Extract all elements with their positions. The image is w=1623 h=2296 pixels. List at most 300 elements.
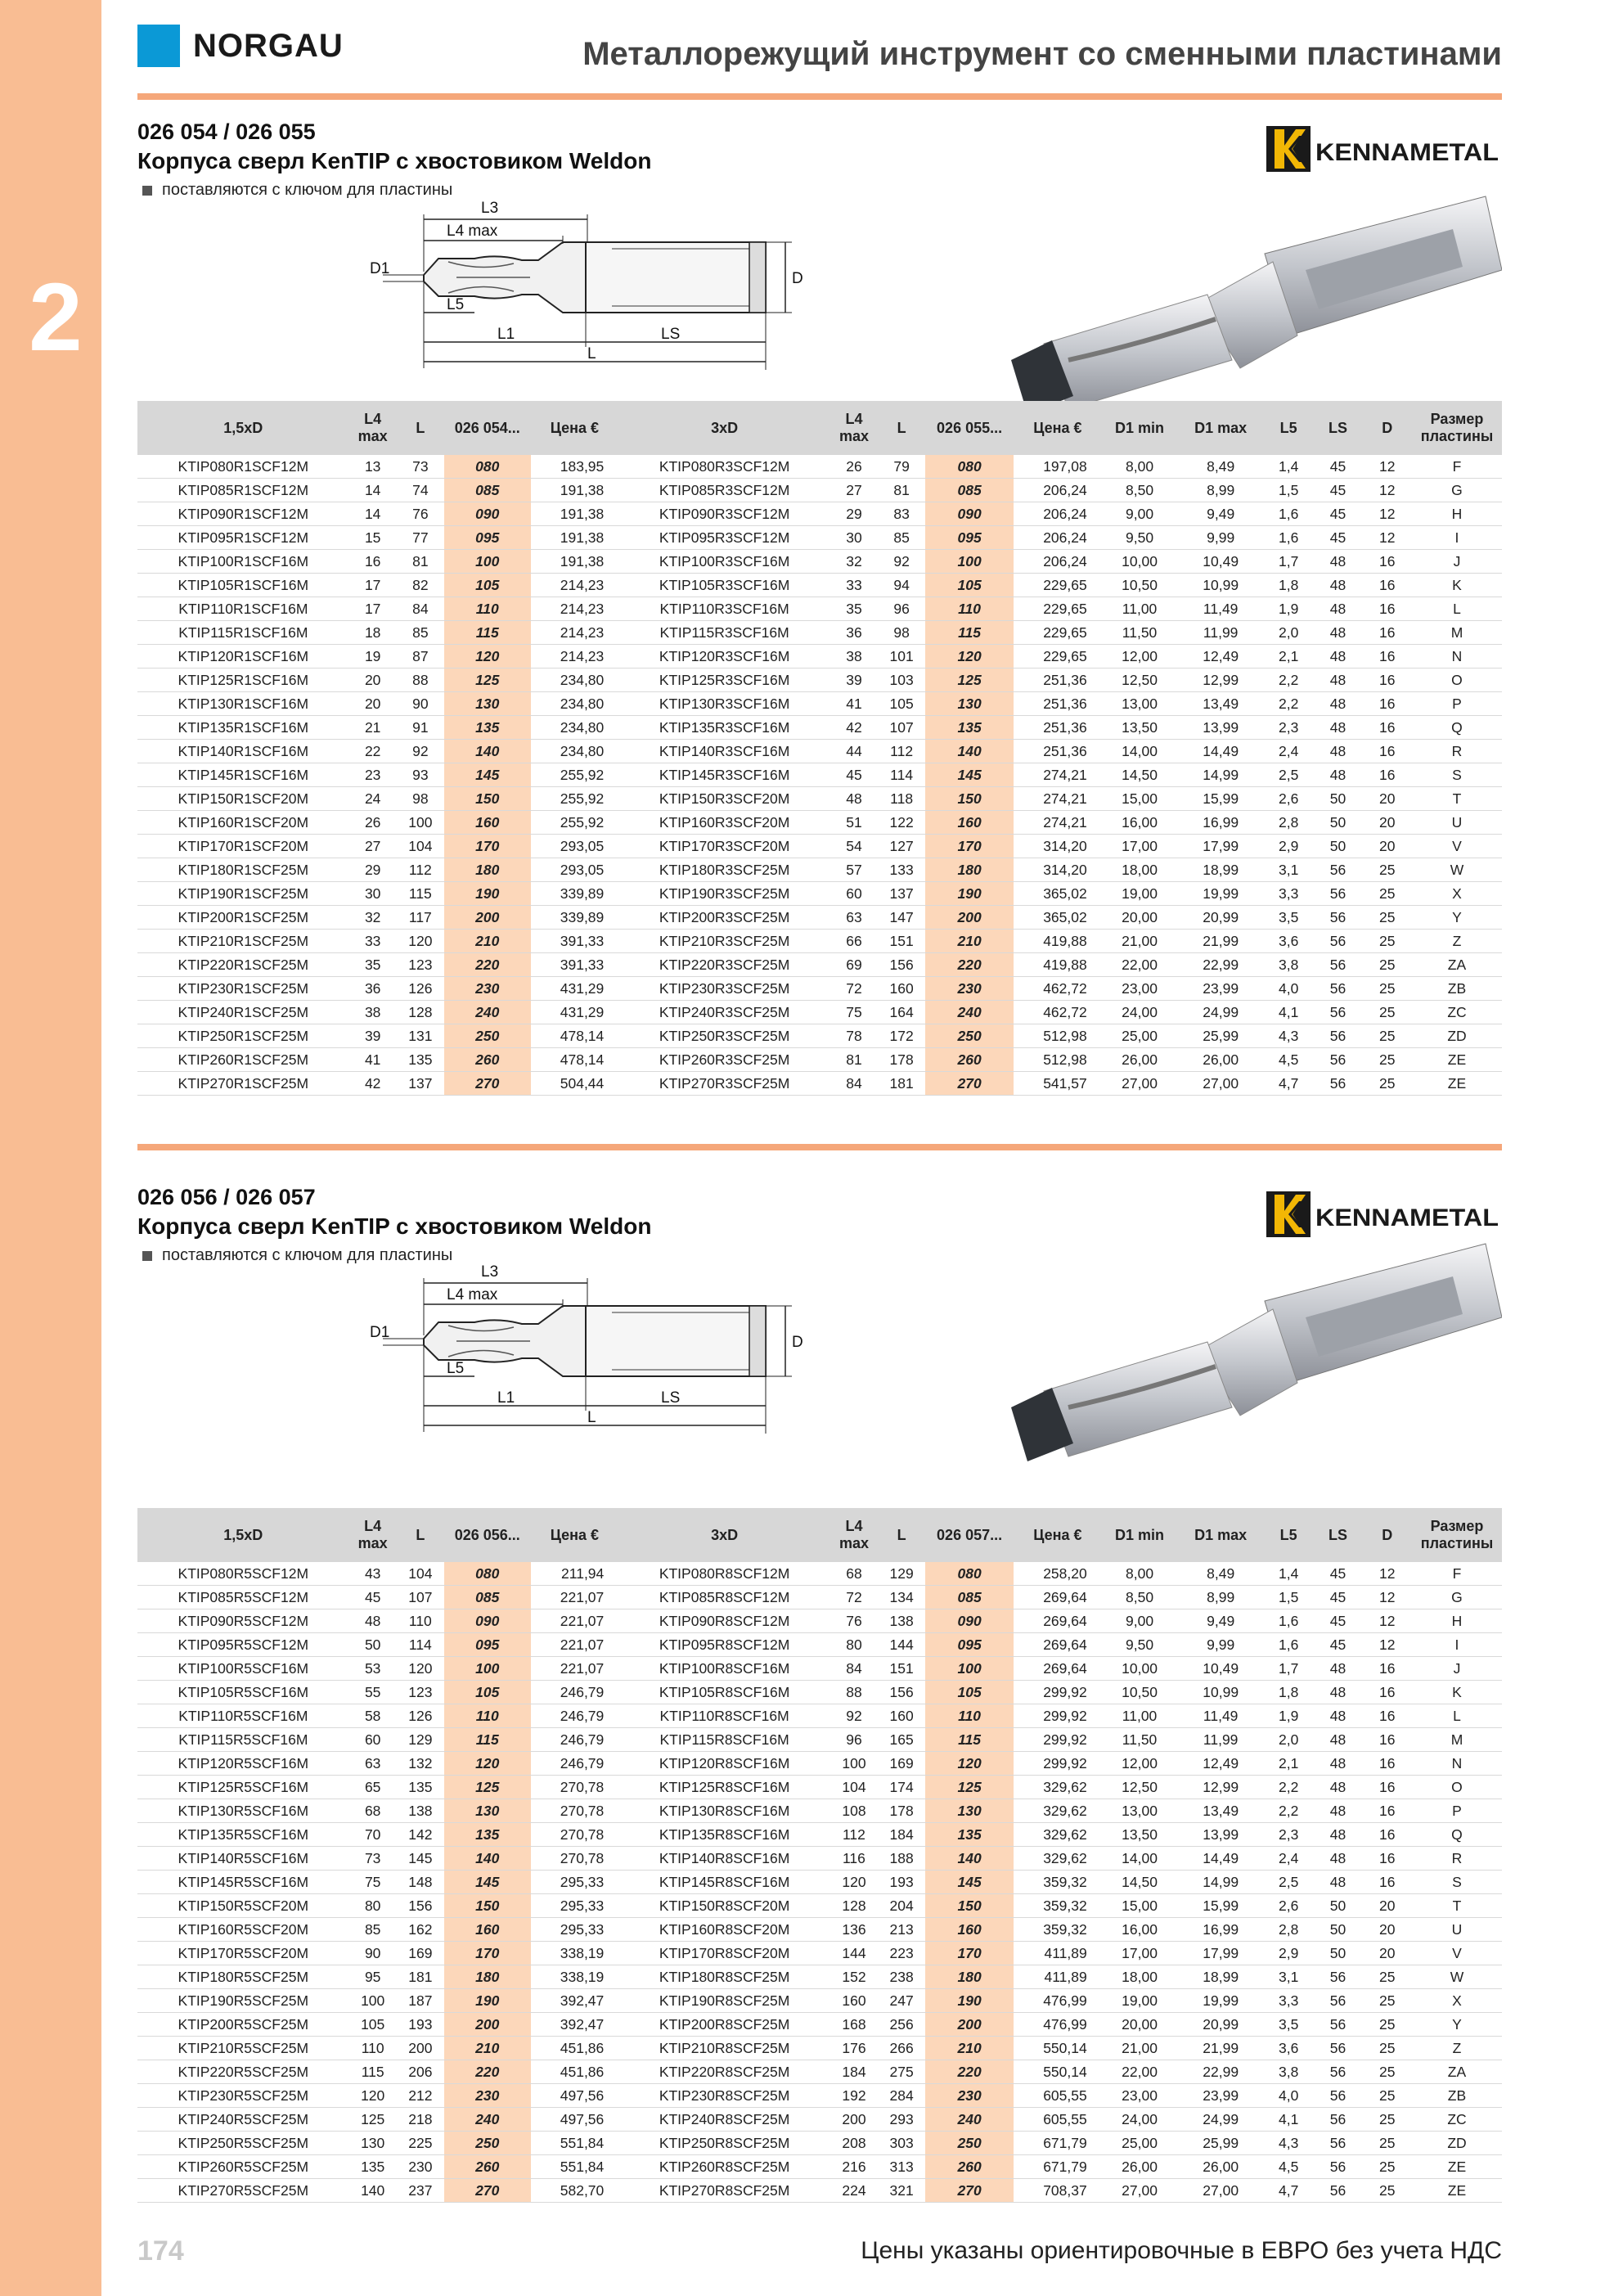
table-cell: 170 — [444, 835, 531, 858]
table-cell: Z — [1412, 930, 1502, 953]
table-cell: KTIP090R5SCF12M — [137, 1609, 349, 1633]
table-cell: KTIP160R3SCF20M — [618, 811, 830, 835]
table-cell: 25 — [1363, 2060, 1412, 2084]
table-cell: I — [1412, 526, 1502, 550]
table-cell: 221,07 — [531, 1609, 619, 1633]
table-cell: 220 — [925, 2060, 1014, 2084]
table-row — [137, 2179, 1502, 2203]
table-cell: 206,24 — [1014, 526, 1102, 550]
table-cell: 130 — [349, 2132, 397, 2155]
table-cell: 107 — [397, 1586, 444, 1609]
table-cell: 197,08 — [1014, 455, 1102, 479]
table-cell: 63 — [830, 906, 878, 930]
label-d1: D1 — [370, 260, 390, 277]
table-cell: KTIP250R3SCF25M — [618, 1024, 830, 1048]
bullet-icon — [142, 186, 152, 196]
table-cell: 13,00 — [1102, 692, 1178, 716]
table-cell: 112 — [830, 1823, 878, 1847]
table-cell: 216 — [830, 2155, 878, 2179]
table-cell: 30 — [349, 882, 397, 906]
table-row — [137, 1989, 1502, 2013]
label-l4max: L4 max — [447, 223, 498, 240]
table-cell: 150 — [444, 1894, 531, 1918]
table-cell: KTIP260R5SCF25M — [137, 2155, 349, 2179]
table-cell: T — [1412, 1894, 1502, 1918]
table-cell: 339,89 — [531, 906, 619, 930]
table-cell: 56 — [1313, 1048, 1362, 1072]
table-cell: W — [1412, 858, 1502, 882]
table-cell: 210 — [444, 930, 531, 953]
table-cell: KTIP270R8SCF25M — [618, 2179, 830, 2203]
table-cell: 13,49 — [1177, 692, 1264, 716]
table-cell: 15,00 — [1102, 1894, 1178, 1918]
table-cell: 105 — [878, 692, 925, 716]
table-cell: 114 — [397, 1633, 444, 1657]
table-cell: 105 — [444, 574, 531, 597]
table-cell: 251,36 — [1014, 692, 1102, 716]
table-cell: 56 — [1313, 882, 1362, 906]
table-row — [137, 479, 1502, 502]
table-cell: 206,24 — [1014, 502, 1102, 526]
table-cell: 16 — [1363, 1728, 1412, 1752]
table-cell: 29 — [349, 858, 397, 882]
table-cell: 25 — [1363, 1001, 1412, 1024]
column-header: Цена € — [1014, 401, 1102, 455]
table-cell: 92 — [830, 1704, 878, 1728]
table-cell: 123 — [397, 1681, 444, 1704]
table-cell: 246,79 — [531, 1681, 619, 1704]
table-cell: 25,99 — [1177, 1024, 1264, 1048]
table-cell: 13,00 — [1102, 1799, 1178, 1823]
table-cell: 210 — [444, 2037, 531, 2060]
table-cell: Q — [1412, 716, 1502, 740]
table-cell: 22,00 — [1102, 2060, 1178, 2084]
table-cell: 126 — [397, 977, 444, 1001]
table-cell: 2,5 — [1264, 1871, 1313, 1894]
table-row — [137, 597, 1502, 621]
table-cell: 19,99 — [1177, 882, 1264, 906]
dimension-drawing — [366, 190, 964, 370]
table-cell: KTIP160R1SCF20M — [137, 811, 349, 835]
table-cell: 2,9 — [1264, 1942, 1313, 1965]
table-cell: 39 — [830, 669, 878, 692]
table-cell: 16 — [1363, 1823, 1412, 1847]
table-cell: KTIP180R8SCF25M — [618, 1965, 830, 1989]
table-cell: 56 — [1313, 2179, 1362, 2203]
table-cell: 48 — [1313, 1847, 1362, 1871]
table-cell: 211,94 — [531, 1562, 619, 1586]
table-cell: 72 — [830, 1586, 878, 1609]
table-row — [137, 2084, 1502, 2108]
table-cell: 1,9 — [1264, 597, 1313, 621]
table-cell: 48 — [1313, 645, 1362, 669]
table-cell: 25 — [1363, 1072, 1412, 1096]
table-cell: 512,98 — [1014, 1048, 1102, 1072]
table-cell: 605,55 — [1014, 2084, 1102, 2108]
table-cell: 095 — [444, 526, 531, 550]
table-cell: 145 — [925, 763, 1014, 787]
table-cell: 77 — [397, 526, 444, 550]
table-cell: 23,00 — [1102, 977, 1178, 1001]
table-cell: 14,50 — [1102, 1871, 1178, 1894]
table-cell: 16 — [1363, 692, 1412, 716]
table-cell: KTIP090R1SCF12M — [137, 502, 349, 526]
table-cell: 25 — [1363, 858, 1412, 882]
table-cell: 105 — [444, 1681, 531, 1704]
table-cell: 137 — [397, 1072, 444, 1096]
table-row — [137, 2013, 1502, 2037]
table-cell: 18,99 — [1177, 1965, 1264, 1989]
table-cell: KTIP180R1SCF25M — [137, 858, 349, 882]
table-cell: 123 — [397, 953, 444, 977]
table-cell: 14 — [349, 479, 397, 502]
table-cell: ZE — [1412, 1048, 1502, 1072]
table-cell: 269,64 — [1014, 1657, 1102, 1681]
table-row — [137, 811, 1502, 835]
table-cell: 85 — [878, 526, 925, 550]
table-cell: K — [1412, 1681, 1502, 1704]
table-cell: 48 — [1313, 550, 1362, 574]
table-cell: 56 — [1313, 2037, 1362, 2060]
table-cell: 128 — [830, 1894, 878, 1918]
table-cell: 8,49 — [1177, 1562, 1264, 1586]
table-cell: 16 — [1363, 550, 1412, 574]
table-cell: 20 — [1363, 787, 1412, 811]
table-cell: KTIP230R1SCF25M — [137, 977, 349, 1001]
table-cell: 120 — [444, 645, 531, 669]
table-cell: 221,07 — [531, 1657, 619, 1681]
table-cell: 181 — [397, 1965, 444, 1989]
table-cell: 118 — [878, 787, 925, 811]
table-row — [137, 1681, 1502, 1704]
table-cell: 16 — [1363, 740, 1412, 763]
table-cell: 76 — [830, 1609, 878, 1633]
table-cell: 451,86 — [531, 2037, 619, 2060]
table-cell: 210 — [925, 2037, 1014, 2060]
brand-text: KENNAMETAL — [1315, 139, 1499, 166]
table-cell: R — [1412, 1847, 1502, 1871]
table-row — [137, 835, 1502, 858]
table-cell: KTIP200R8SCF25M — [618, 2013, 830, 2037]
table-cell: 115 — [349, 2060, 397, 2084]
table-cell: 73 — [349, 1847, 397, 1871]
table-cell: KTIP115R3SCF16M — [618, 621, 830, 645]
table-cell: 303 — [878, 2132, 925, 2155]
table-cell: 100 — [444, 1657, 531, 1681]
table-cell: 16 — [1363, 1776, 1412, 1799]
column-header: 026 054... — [444, 401, 531, 455]
column-header: Размер пластины — [1412, 401, 1502, 455]
table-cell: 45 — [349, 1586, 397, 1609]
table-cell: 229,65 — [1014, 597, 1102, 621]
table-cell: 156 — [878, 953, 925, 977]
table-cell: 48 — [1313, 692, 1362, 716]
table-cell: 16 — [1363, 574, 1412, 597]
table-cell: 100 — [925, 1657, 1014, 1681]
table-cell: 085 — [444, 1586, 531, 1609]
table-cell: 110 — [925, 597, 1014, 621]
table-cell: 151 — [878, 1657, 925, 1681]
table-cell: 129 — [397, 1728, 444, 1752]
table-cell: 130 — [444, 692, 531, 716]
table-cell: 359,32 — [1014, 1894, 1102, 1918]
table-cell: KTIP105R5SCF16M — [137, 1681, 349, 1704]
table-cell: KTIP145R5SCF16M — [137, 1871, 349, 1894]
table-cell: L — [1412, 1704, 1502, 1728]
table-row — [137, 1799, 1502, 1823]
table-cell: 135 — [444, 716, 531, 740]
table-cell: 605,55 — [1014, 2108, 1102, 2132]
table-cell: 129 — [878, 1562, 925, 1586]
table-cell: 22,00 — [1102, 953, 1178, 977]
table-cell: 15,99 — [1177, 1894, 1264, 1918]
table-cell: 299,92 — [1014, 1728, 1102, 1752]
table-cell: 214,23 — [531, 645, 619, 669]
table-cell: 48 — [1313, 1799, 1362, 1823]
table-cell: 25,00 — [1102, 2132, 1178, 2155]
table-cell: 1,4 — [1264, 455, 1313, 479]
table-cell: 56 — [1313, 2155, 1362, 2179]
table-cell: 20 — [349, 692, 397, 716]
table-cell: 1,7 — [1264, 1657, 1313, 1681]
table-cell: 478,14 — [531, 1024, 619, 1048]
column-header: Цена € — [531, 401, 619, 455]
table-cell: 12 — [1363, 1586, 1412, 1609]
table-cell: 16 — [1363, 1681, 1412, 1704]
table-cell: 411,89 — [1014, 1942, 1102, 1965]
table-cell: 419,88 — [1014, 953, 1102, 977]
table-cell: 14,99 — [1177, 1871, 1264, 1894]
table-cell: 11,49 — [1177, 597, 1264, 621]
table-cell: 132 — [397, 1752, 444, 1776]
table-cell: 12,50 — [1102, 669, 1178, 692]
table-cell: 10,49 — [1177, 550, 1264, 574]
label-l4max: L4 max — [447, 1286, 498, 1303]
table-cell: 125 — [444, 1776, 531, 1799]
table-cell: 90 — [349, 1942, 397, 1965]
table-cell: KTIP170R5SCF20M — [137, 1942, 349, 1965]
table-cell: 42 — [349, 1072, 397, 1096]
table-cell: 497,56 — [531, 2108, 619, 2132]
table-cell: 148 — [397, 1871, 444, 1894]
table-row — [137, 1965, 1502, 1989]
table-cell: 206,24 — [1014, 550, 1102, 574]
table-row — [137, 550, 1502, 574]
table-cell: 17 — [349, 574, 397, 597]
table-cell: KTIP150R1SCF20M — [137, 787, 349, 811]
table-cell: 20 — [1363, 1942, 1412, 1965]
table-cell: 51 — [830, 811, 878, 835]
page-title: Металлорежущий инструмент со сменными пластинами — [582, 36, 1502, 72]
column-header: L — [878, 1508, 925, 1562]
table-cell: 142 — [397, 1823, 444, 1847]
table-cell: 48 — [1313, 1728, 1362, 1752]
table-cell: 9,00 — [1102, 502, 1178, 526]
table-cell: KTIP125R1SCF16M — [137, 669, 349, 692]
table-cell: 15,99 — [1177, 787, 1264, 811]
table-cell: 45 — [1313, 1562, 1362, 1586]
table-cell: 58 — [349, 1704, 397, 1728]
table-cell: 45 — [830, 763, 878, 787]
table-cell: 14,49 — [1177, 740, 1264, 763]
table-cell: 72 — [830, 977, 878, 1001]
table-cell: 13,99 — [1177, 1823, 1264, 1847]
column-header: L4 max — [830, 1508, 878, 1562]
table-cell: KTIP190R3SCF25M — [618, 882, 830, 906]
table-cell: 090 — [925, 502, 1014, 526]
label-ls: LS — [661, 326, 681, 343]
table-cell: R — [1412, 740, 1502, 763]
table-cell: 095 — [925, 1633, 1014, 1657]
table-cell: 23,00 — [1102, 2084, 1178, 2108]
table-cell: 671,79 — [1014, 2155, 1102, 2179]
table-cell: 63 — [349, 1752, 397, 1776]
table-cell: 48 — [1313, 669, 1362, 692]
table-cell: 191,38 — [531, 526, 619, 550]
table-cell: 120 — [925, 645, 1014, 669]
table-cell: 18,99 — [1177, 858, 1264, 882]
table-cell: 208 — [830, 2132, 878, 2155]
table-cell: 66 — [830, 930, 878, 953]
table-cell: 81 — [397, 550, 444, 574]
kennametal-logo — [1266, 124, 1502, 173]
table-cell: 708,37 — [1014, 2179, 1102, 2203]
table-cell: 27,00 — [1177, 2179, 1264, 2203]
table-cell: 16 — [1363, 621, 1412, 645]
table-cell: KTIP270R1SCF25M — [137, 1072, 349, 1096]
column-header: L4 max — [830, 401, 878, 455]
table-cell: 206 — [397, 2060, 444, 2084]
table-cell: KTIP170R8SCF20M — [618, 1942, 830, 1965]
table-cell: 2,0 — [1264, 621, 1313, 645]
table-cell: ZB — [1412, 977, 1502, 1001]
table-cell: KTIP100R3SCF16M — [618, 550, 830, 574]
table-cell: 127 — [878, 835, 925, 858]
table-cell: 170 — [925, 1942, 1014, 1965]
table-cell: 14,00 — [1102, 1847, 1178, 1871]
table-cell: 133 — [878, 858, 925, 882]
table-cell: 13,49 — [1177, 1799, 1264, 1823]
column-header: D1 max — [1177, 1508, 1264, 1562]
table-cell: 48 — [1313, 597, 1362, 621]
table-cell: 3,3 — [1264, 882, 1313, 906]
table-cell: 2,2 — [1264, 692, 1313, 716]
section-title: Корпуса сверл KenTIP с хвостовиком Weldon — [137, 148, 652, 173]
table-cell: KTIP210R8SCF25M — [618, 2037, 830, 2060]
table-cell: 48 — [1313, 1871, 1362, 1894]
table-cell: 41 — [349, 1048, 397, 1072]
table-cell: KTIP125R3SCF16M — [618, 669, 830, 692]
table-cell: 8,49 — [1177, 455, 1264, 479]
table-cell: 25,00 — [1102, 1024, 1178, 1048]
table-cell: 168 — [830, 2013, 878, 2037]
table-cell: ZC — [1412, 1001, 1502, 1024]
table-cell: 200 — [925, 2013, 1014, 2037]
table-cell: KTIP140R1SCF16M — [137, 740, 349, 763]
table-cell: 33 — [349, 930, 397, 953]
table-cell: 8,00 — [1102, 455, 1178, 479]
table-cell: 130 — [925, 692, 1014, 716]
table-cell: 115 — [444, 621, 531, 645]
table-cell: 3,3 — [1264, 1989, 1313, 2013]
table-cell: 10,00 — [1102, 1657, 1178, 1681]
table-cell: 12,99 — [1177, 669, 1264, 692]
table-cell: 9,50 — [1102, 526, 1178, 550]
table-cell: 270,78 — [531, 1823, 619, 1847]
table-row — [137, 1728, 1502, 1752]
table-cell: 128 — [397, 1001, 444, 1024]
table-cell: 1,5 — [1264, 1586, 1313, 1609]
table-cell: 169 — [878, 1752, 925, 1776]
table-cell: KTIP080R1SCF12M — [137, 455, 349, 479]
table-row — [137, 502, 1502, 526]
table-cell: KTIP080R8SCF12M — [618, 1562, 830, 1586]
table-cell: 080 — [444, 1562, 531, 1586]
table-cell: 476,99 — [1014, 1989, 1102, 2013]
table-cell: 45 — [1313, 455, 1362, 479]
table-cell: 269,64 — [1014, 1609, 1102, 1633]
table-cell: 156 — [397, 1894, 444, 1918]
table-cell: 251,36 — [1014, 716, 1102, 740]
table-cell: KTIP085R1SCF12M — [137, 479, 349, 502]
table-cell: 299,92 — [1014, 1681, 1102, 1704]
table-cell: F — [1412, 455, 1502, 479]
table-cell: 221,07 — [531, 1633, 619, 1657]
table-cell: KTIP230R8SCF25M — [618, 2084, 830, 2108]
table-cell: 12 — [1363, 526, 1412, 550]
table-cell: 2,0 — [1264, 1728, 1313, 1752]
table-cell: 274,21 — [1014, 763, 1102, 787]
table-cell: 80 — [830, 1633, 878, 1657]
table-row — [137, 953, 1502, 977]
table-cell: 080 — [925, 455, 1014, 479]
table-cell: 8,50 — [1102, 479, 1178, 502]
table-cell: 44 — [830, 740, 878, 763]
table-cell: 17,99 — [1177, 835, 1264, 858]
table-row — [137, 716, 1502, 740]
table-cell: KTIP130R1SCF16M — [137, 692, 349, 716]
table-cell: KTIP200R5SCF25M — [137, 2013, 349, 2037]
column-header: D1 max — [1177, 401, 1264, 455]
table-row — [137, 669, 1502, 692]
table-cell: 151 — [878, 930, 925, 953]
table-cell: 48 — [1313, 740, 1362, 763]
table-cell: 27,00 — [1177, 1072, 1264, 1096]
table-row — [137, 977, 1502, 1001]
table-cell: 135 — [925, 1823, 1014, 1847]
table-cell: KTIP120R8SCF16M — [618, 1752, 830, 1776]
page-number: 174 — [137, 2235, 184, 2267]
table-cell: 339,89 — [531, 882, 619, 906]
table-cell: 431,29 — [531, 977, 619, 1001]
table-cell: 125 — [349, 2108, 397, 2132]
table-cell: X — [1412, 1989, 1502, 2013]
table-row — [137, 1704, 1502, 1728]
table-cell: KTIP200R1SCF25M — [137, 906, 349, 930]
table-cell: 145 — [925, 1871, 1014, 1894]
table-cell: 9,49 — [1177, 502, 1264, 526]
table-cell: 3,6 — [1264, 930, 1313, 953]
table-cell: 269,64 — [1014, 1586, 1102, 1609]
table-cell: 80 — [349, 1894, 397, 1918]
table-cell: 095 — [444, 1633, 531, 1657]
table-cell: KTIP160R8SCF20M — [618, 1918, 830, 1942]
table-cell: 27,00 — [1102, 2179, 1178, 2203]
table-cell: 22 — [349, 740, 397, 763]
table-cell: 11,50 — [1102, 1728, 1178, 1752]
table-cell: M — [1412, 621, 1502, 645]
table-cell: 2,8 — [1264, 1918, 1313, 1942]
